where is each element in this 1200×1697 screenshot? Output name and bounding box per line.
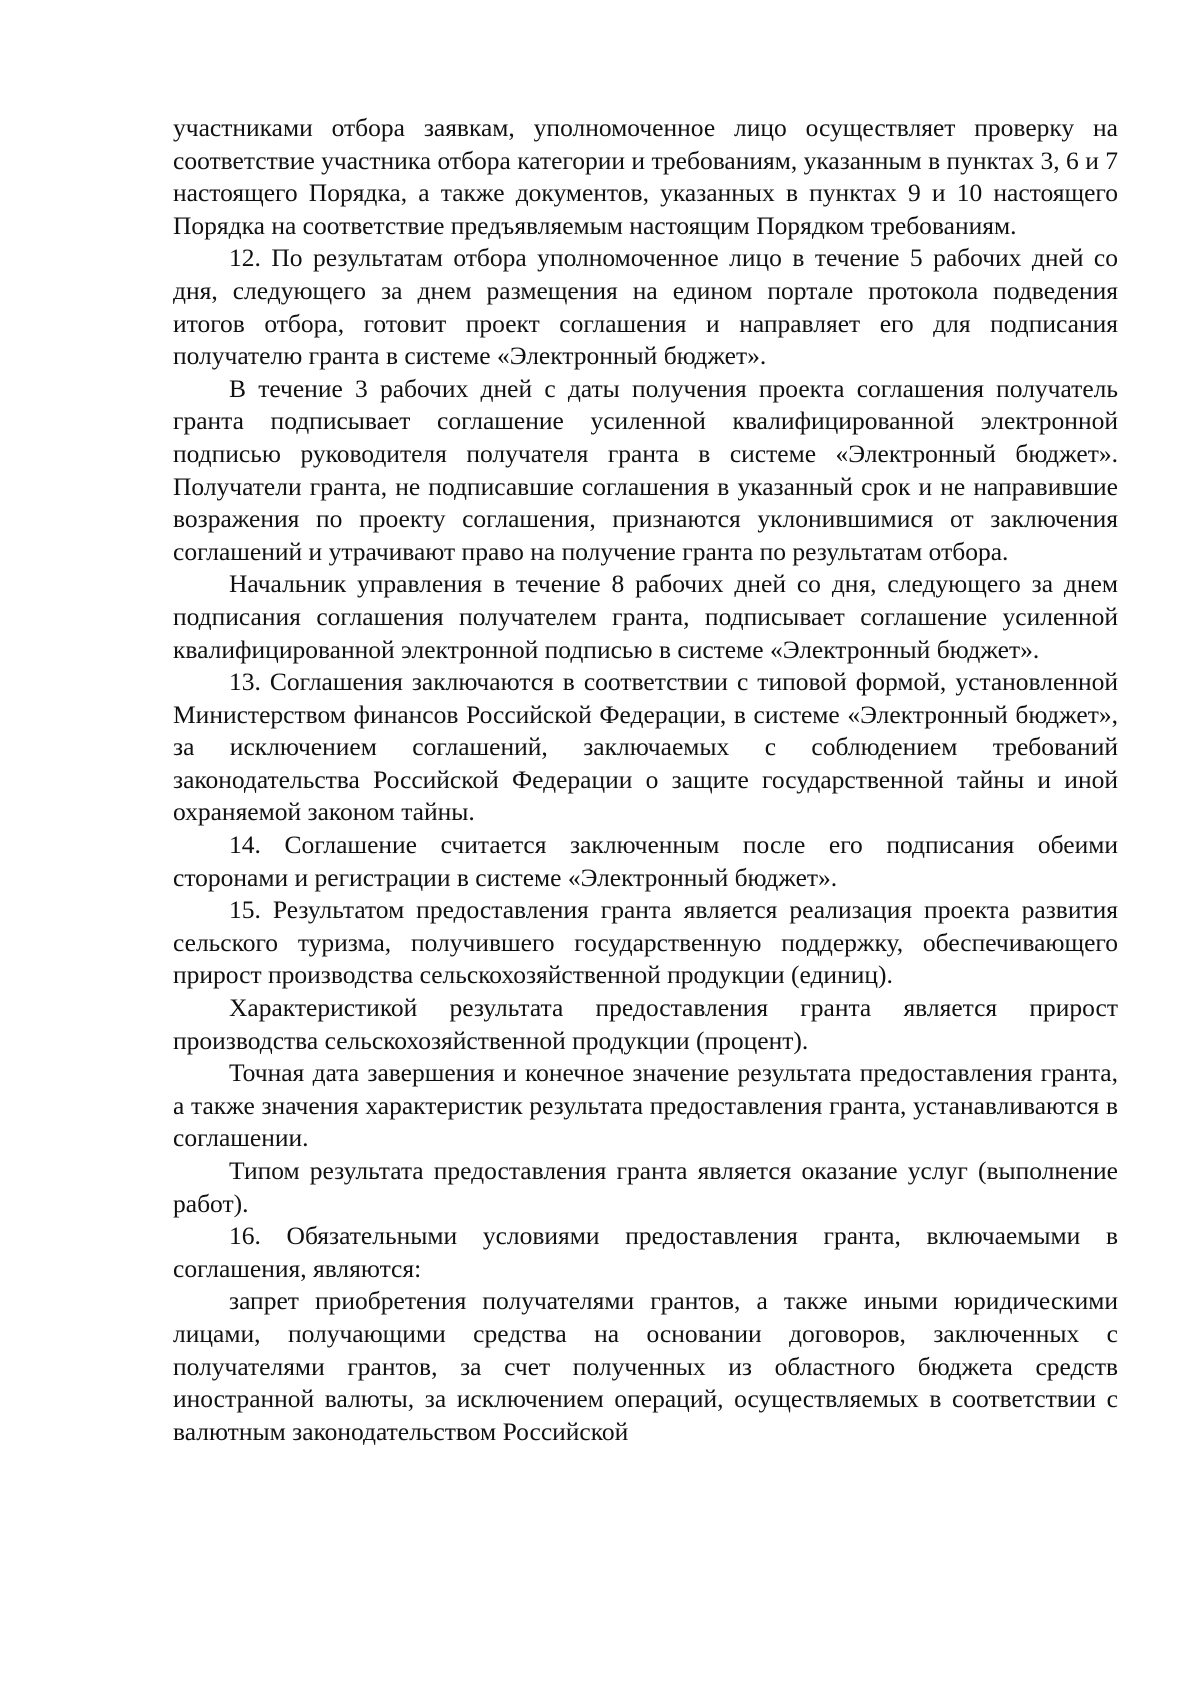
paragraph-14: 14. Соглашение считается заключенным после его подписания обеими сторонами и регистрации в системе «Электронный бюджет». (173, 830, 1118, 892)
paragraph-signing-term: В течение 3 рабочих дней с даты получения проекта соглашения получатель гранта подписывает соглашение усиленной квалифицированной электронной подписью руководителя получателя гранта в системе «Электронный бюджет». Получатели гранта, не подписавшие соглашения в указанный срок и не направившие возражения по проекту соглашения, признаются уклонившимися от заключения соглашений и утрачивают право на получение гранта по результатам отбора. (173, 373, 1118, 566)
paragraph-continuation: участниками отбора заявкам, уполномоченное лицо осуществляет проверку на соответствие участника отбора категории и требованиям, указанным в пунктах 3, 6 и 7 настоящего Порядка, а также документов, указанных в пунктах 9 и 10 настоящего Порядка на соответствие предъявляемым настоящим Порядком требованиям. (173, 113, 1118, 240)
paragraph-15: 15. Результатом предоставления гранта является реализация проекта развития сельского туризма, получившего государственную поддержку, обеспечивающего прирост производства сельскохозяйственной продукции (единиц). (173, 895, 1118, 990)
paragraph-result-date: Точная дата завершения и конечное значение результата предоставления гранта, а также значения характеристик результата предоставления гранта, устанавливаются в соглашении. (173, 1058, 1118, 1153)
paragraph-16: 16. Обязательными условиями предоставления гранта, включаемыми в соглашения, являются: (173, 1221, 1118, 1283)
paragraph-13: 13. Соглашения заключаются в соответствии с типовой формой, установленной Министерством финансов Российской Федерации, в системе «Электронный бюджет», за исключением соглашений, заключаемых с соблюдением требований законодательства Российской Федерации о защите государственной тайны и иной охраняемой законом тайны. (173, 667, 1118, 827)
paragraph-head-signing: Начальник управления в течение 8 рабочих дней со дня, следующего за днем подписания соглашения получателем гранта, подписывает соглашение усиленной квалифицированной электронной подписью в системе «Электронный бюджет». (173, 569, 1118, 664)
document-page (173, 112, 1118, 1448)
paragraph-result-characteristic: Характеристикой результата предоставления гранта является прирост производства сельскохозяйственной продукции (процент). (173, 993, 1118, 1055)
paragraph-12: 12. По результатам отбора уполномоченное лицо в течение 5 рабочих дней со дня, следующего за днем размещения на едином портале протокола подведения итогов отбора, готовит проект соглашения и направляет его для подписания получателю гранта в системе «Электронный бюджет». (173, 243, 1118, 371)
paragraph-currency-ban: запрет приобретения получателями грантов, а также иными юридическими лицами, получающими средства на основании договоров, заключенных с получателями грантов, за счет полученных из областного бюджета средств иностранной валюты, за исключением операций, осуществляемых в соответствии с валютным законодательством Российской (173, 1286, 1118, 1446)
paragraph-result-type: Типом результата предоставления гранта является оказание услуг (выполнение работ). (173, 1156, 1118, 1218)
